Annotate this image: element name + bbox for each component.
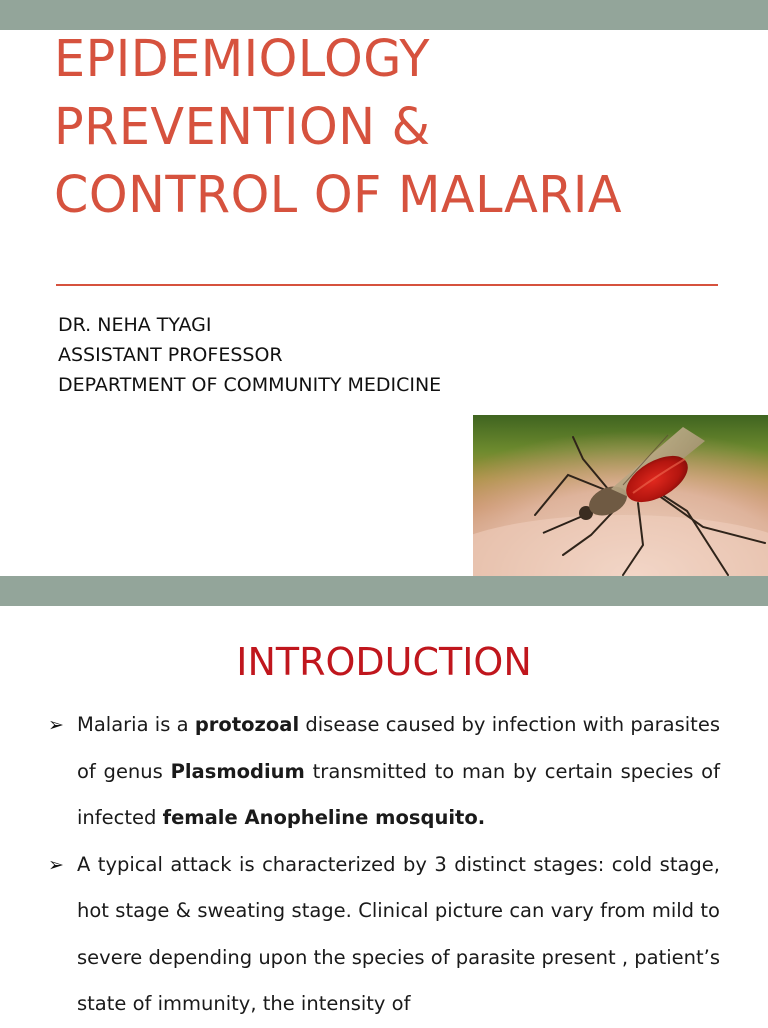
bullet2-text: A typical attack is characterized by 3 distinct stages: cold stage, hot stage & sweating stage. Clinical picture can vary from mild to severe depending upon the species of parasite present , patient’s state of immunity, the intensity of [77, 852, 720, 1015]
title-line-3: CONTROL OF MALARIA [54, 166, 623, 225]
author-block [58, 310, 441, 400]
introduction-bullets [48, 702, 720, 1028]
title-underline-rule [56, 284, 718, 286]
bullet1-text-3: transmitted to man by certain species of infected [77, 759, 720, 829]
title-line-2: PREVENTION & [54, 98, 431, 157]
bullet1-bold-protozoal: protozoal [194, 713, 300, 736]
mosquito-photo [473, 415, 768, 576]
author-position: ASSISTANT PROFESSOR [58, 344, 283, 366]
bullet1-bold-plasmodium: Plasmodium [170, 759, 305, 783]
arrow-bullet-icon: ➢ [48, 853, 64, 876]
author-name: DR. NEHA TYAGI [58, 314, 212, 336]
bullet-typical-attack [48, 842, 720, 1028]
slide-divider-band [0, 576, 768, 606]
bullet1-text-1: Malaria is a [77, 713, 195, 736]
bullet1-bold-mosquito: female Anopheline mosquito. [162, 806, 486, 829]
bullet1-text-2: disease caused by infection with parasites of genus [77, 713, 720, 783]
bullet-malaria-definition [48, 702, 720, 842]
mosquito-illustration [473, 415, 768, 576]
title-line-1: EPIDEMIOLOGY [54, 30, 430, 89]
slide-title [54, 26, 622, 230]
introduction-heading: INTRODUCTION [236, 640, 532, 684]
arrow-bullet-icon: ➢ [48, 714, 64, 736]
author-department: DEPARTMENT OF COMMUNITY MEDICINE [58, 374, 442, 396]
